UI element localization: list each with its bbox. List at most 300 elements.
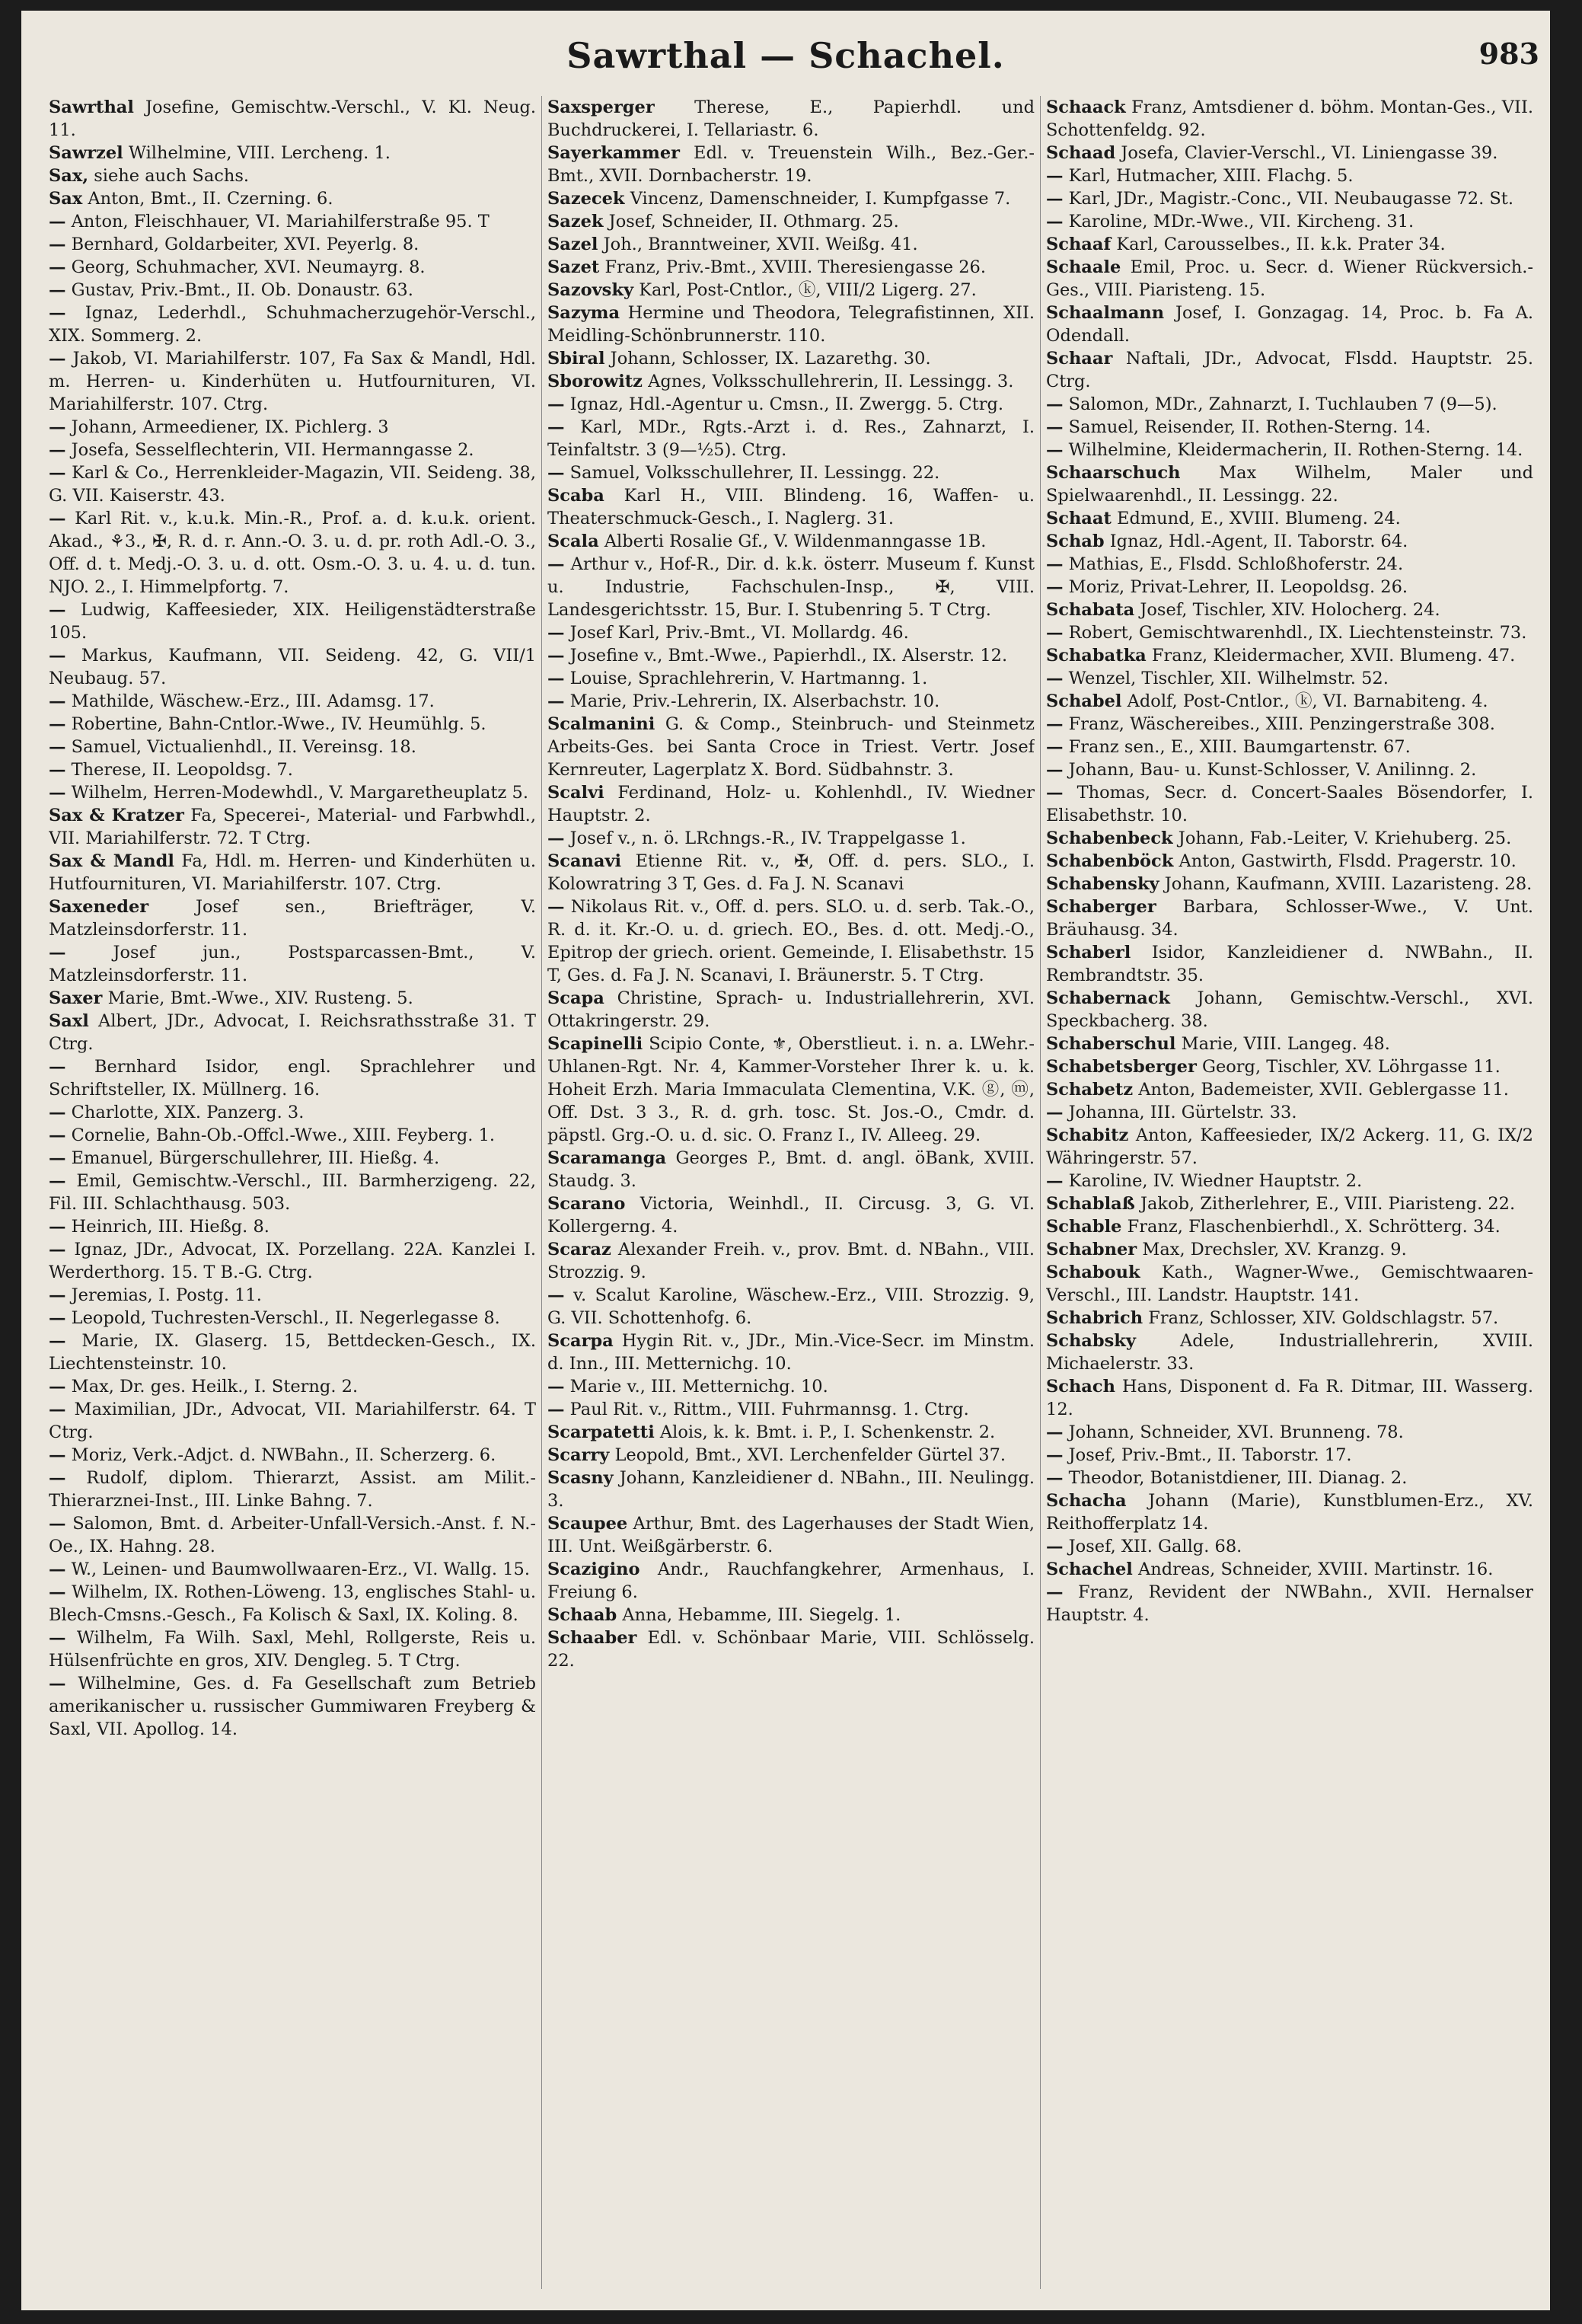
directory-entry <box>49 1558 536 1581</box>
entry-text: Paul Rit. v., Rittm., VIII. Fuhrmannsg. 1. Ctrg. <box>569 1400 969 1419</box>
entry-keyword: Scazigino <box>547 1559 640 1579</box>
entry-text: Josefa, Sesselflechterin, VII. Hermanngasse 2. <box>71 440 474 460</box>
entry-text: Edl. v. Schönbaar Marie, VIII. Schlösselg. 22. <box>547 1628 1035 1671</box>
directory-entry <box>49 599 536 644</box>
entry-keyword: — <box>49 1148 66 1168</box>
directory-page <box>21 11 1550 2310</box>
directory-entry <box>49 416 536 439</box>
entry-text: Naftali, JDr., Advocat, Flsdd. Hauptstr. 25. Ctrg. <box>1046 349 1533 391</box>
directory-entry <box>1046 256 1533 302</box>
entry-text: Johann (Marie), Kunstblumen-Erz., XV. Reithofferplatz 14. <box>1046 1491 1533 1534</box>
entry-keyword: — <box>1046 1103 1064 1122</box>
directory-entry <box>547 781 1035 827</box>
directory-entry <box>1046 1124 1533 1170</box>
entry-text: Samuel, Reisender, II. Rothen-Sterng. 14. <box>1068 417 1431 437</box>
entry-text: Josef, XII. Gallg. 68. <box>1068 1537 1242 1556</box>
directory-entry <box>49 781 536 804</box>
entry-text: siehe auch Sachs. <box>94 166 250 186</box>
directory-entry <box>49 1215 536 1238</box>
directory-entry <box>49 1147 536 1170</box>
entry-keyword: Scaramanga <box>547 1148 667 1168</box>
entry-text: Andreas, Schneider, XVIII. Martinstr. 16. <box>1137 1559 1494 1579</box>
entry-text: Fa, Specerei-, Material- und Farbwhdl., VII. Mariahilferstr. 72. T Ctrg. <box>49 806 536 848</box>
entry-keyword: — <box>1046 669 1064 688</box>
entry-keyword: Schabetz <box>1046 1080 1134 1100</box>
entry-keyword: Schaaber <box>547 1628 637 1648</box>
entry-text: Georges P., Bmt. d. angl. öBank, XVIII. Staudg. 3. <box>547 1148 1035 1191</box>
entry-text: Marie, Priv.-Lehrerin, IX. Alserbachstr. 10. <box>569 691 940 711</box>
entry-text: Fa, Hdl. m. Herren- und Kinderhüten u. Hutfournituren, VI. Mariahilferstr. 107. Ctrg. <box>49 851 536 894</box>
directory-entry <box>1046 758 1533 781</box>
entry-text: Karl, JDr., Magistr.-Conc., VII. Neubaugasse 72. St. <box>1068 189 1513 209</box>
entry-keyword: Schabrich <box>1046 1308 1143 1328</box>
entry-text: Karl, Carousselbes., II. k.k. Prater 34. <box>1116 235 1446 254</box>
entry-text: Emil, Gemischtw.-Verschl., III. Barmherzigeng. 22, Fil. III. Schlachthausg. 503. <box>49 1171 536 1214</box>
entry-text: Josef v., n. ö. LRchngs.-R., IV. Trappelgasse 1. <box>569 828 966 848</box>
directory-entry <box>49 1398 536 1444</box>
directory-entry <box>49 256 536 279</box>
entry-keyword: Sax & Mandl <box>49 851 174 871</box>
entry-keyword: — <box>49 714 66 734</box>
entry-keyword: — <box>547 623 565 643</box>
directory-entry <box>1046 439 1533 461</box>
entry-keyword: Sazet <box>547 257 600 277</box>
page-number: 983 <box>1478 37 1539 71</box>
entry-text: Ignaz, Lederhdl., Schuhmacherzugehör-Verschl., XIX. Sommerg. 2. <box>49 303 536 346</box>
entry-keyword: — <box>49 235 66 254</box>
entry-keyword: — <box>547 897 565 917</box>
directory-entry <box>49 210 536 233</box>
entry-keyword: Schable <box>1046 1217 1122 1237</box>
entry-keyword: Sazek <box>547 212 604 231</box>
entry-keyword: Scalmanini <box>547 714 655 734</box>
entry-keyword: — <box>547 1377 565 1397</box>
entry-keyword: — <box>49 440 66 460</box>
entry-keyword: — <box>49 1285 66 1305</box>
directory-entry <box>49 279 536 302</box>
entry-keyword: — <box>49 1171 66 1191</box>
directory-entry <box>547 393 1035 416</box>
entry-text: Max, Drechsler, XV. Kranzg. 9. <box>1142 1240 1407 1259</box>
entry-keyword: Schaberschul <box>1046 1034 1176 1054</box>
entry-text: Wenzel, Tischler, XII. Wilhelmstr. 52. <box>1068 669 1389 688</box>
entry-keyword: — <box>1046 1537 1064 1556</box>
directory-entry <box>1046 1581 1533 1626</box>
entry-keyword: Scaraz <box>547 1240 611 1259</box>
entry-text: Jeremias, I. Postg. 11. <box>71 1285 262 1305</box>
entry-text: Markus, Kaufmann, VII. Seideng. 42, G. VII/1 Neubaug. 57. <box>49 646 536 688</box>
entry-keyword: Schabel <box>1046 691 1122 711</box>
directory-entry <box>49 1467 536 1512</box>
entry-keyword: Sazel <box>547 235 598 254</box>
entry-keyword: Schabenbeck <box>1046 828 1173 848</box>
entry-text: Albert, JDr., Advocat, I. Reichsrathsstraße 31. T Ctrg. <box>49 1011 536 1054</box>
directory-entry <box>49 1330 536 1375</box>
entry-text: Marie v., III. Metternichg. 10. <box>569 1377 828 1397</box>
directory-entry <box>547 621 1035 644</box>
entry-keyword: Scasny <box>547 1468 614 1488</box>
entry-text: Alexander Freih. v., prov. Bmt. d. NBahn., VIII. Strozzig. 9. <box>547 1240 1035 1282</box>
entry-keyword: Schaaf <box>1046 235 1112 254</box>
entry-keyword: Schabitz <box>1046 1125 1129 1145</box>
entry-keyword: Schachel <box>1046 1559 1133 1579</box>
entry-keyword: — <box>1046 189 1064 209</box>
entry-keyword: — <box>1046 166 1064 186</box>
entry-text: Bernhard, Goldarbeiter, XVI. Peyerlg. 8. <box>71 235 419 254</box>
directory-entry <box>1046 233 1533 256</box>
entry-keyword: — <box>49 600 66 620</box>
entry-text: Wilhelmine, Ges. d. Fa Gesellschaft zum Betrieb amerikanischer u. russischer Gummiwaren Freyberg & Saxl, VII. Apollog. 14. <box>49 1674 536 1739</box>
entry-text: Franz, Flaschenbierhdl., X. Schrötterg. 34. <box>1127 1217 1501 1237</box>
entry-text: Theodor, Botanistdiener, III. Dianag. 2. <box>1068 1468 1408 1488</box>
directory-entry <box>1046 1101 1533 1124</box>
entry-text: Karoline, MDr.-Wwe., VII. Kircheng. 31. <box>1068 212 1415 231</box>
entry-keyword: — <box>49 509 66 528</box>
directory-entry <box>547 1444 1035 1467</box>
directory-entry <box>547 850 1035 895</box>
entry-text: Anton, Bademeister, XVII. Geblergasse 11. <box>1138 1080 1509 1100</box>
directory-entry <box>49 187 536 210</box>
running-head: Sawrthal — Schachel. <box>566 35 1005 76</box>
entry-text: Charlotte, XIX. Panzerg. 3. <box>71 1103 305 1122</box>
directory-entry <box>49 164 536 187</box>
entry-text: Joh., Branntweiner, XVII. Weißg. 41. <box>603 235 918 254</box>
entry-text: Josef Karl, Priv.-Bmt., VI. Mollardg. 46. <box>569 623 909 643</box>
directory-entry <box>49 1124 536 1147</box>
entry-text: Andr., Rauchfangkehrer, Armenhaus, I. Freiung 6. <box>547 1559 1035 1602</box>
directory-entry <box>1046 599 1533 621</box>
entry-text: Johanna, III. Gürtelstr. 33. <box>1068 1103 1297 1122</box>
entry-text: Marie, IX. Glaserg. 15, Bettdecken-Gesch., IX. Liechtensteinstr. 10. <box>49 1331 536 1374</box>
directory-entry <box>1046 576 1533 599</box>
entry-keyword: — <box>49 1103 66 1122</box>
directory-entry <box>547 1421 1035 1444</box>
directory-entry <box>49 736 536 758</box>
directory-entry <box>1046 393 1533 416</box>
entry-keyword: — <box>547 1400 565 1419</box>
entry-keyword: Scanavi <box>547 851 622 871</box>
column-left <box>49 96 536 2289</box>
entry-text: Alberti Rosalie Gf., V. Wildenmanngasse 1B. <box>604 532 987 551</box>
directory-entry <box>49 1170 536 1215</box>
entry-text: Louise, Sprachlehrerin, V. Hartmanng. 1. <box>569 669 928 688</box>
entry-keyword: — <box>1046 1445 1064 1465</box>
directory-entry <box>1046 1467 1533 1489</box>
entry-keyword: — <box>49 1240 66 1259</box>
entry-text: Josefine, Gemischtw.-Verschl., V. Kl. Neug. 11. <box>49 97 536 140</box>
entry-keyword: — <box>1046 760 1064 780</box>
entry-text: G. & Comp., Steinbruch- und Steinmetz Arbeits-Ges. bei Santa Croce in Triest. Vertr. Josef Kernreuter, Lagerplatz X. Bord. Südbahnstr. 3. <box>547 714 1035 780</box>
entry-text: Karl, MDr., Rgts.-Arzt i. d. Res., Zahnarzt, I. Teinfaltstr. 3 (9—½5). Ctrg. <box>547 417 1035 460</box>
entry-keyword: — <box>49 760 66 780</box>
entry-keyword: Scala <box>547 532 599 551</box>
directory-entry <box>1046 644 1533 667</box>
entry-text: Salomon, Bmt. d. Arbeiter-Unfall-Versich.-Anst. f. N.-Oe., IX. Hahng. 28. <box>49 1514 536 1556</box>
entry-keyword: Scapa <box>547 988 604 1008</box>
directory-entry <box>49 644 536 690</box>
entry-keyword: — <box>1046 440 1064 460</box>
entry-text: Hygin Rit. v., JDr., Min.-Vice-Secr. im Minstm. d. Inn., III. Metternichg. 10. <box>547 1331 1035 1374</box>
entry-text: Josef, I. Gonzagag. 14, Proc. b. Fa A. Odendall. <box>1046 303 1533 346</box>
entry-keyword: Schaab <box>547 1605 617 1625</box>
entry-text: Hermine und Theodora, Telegrafistinnen, XII. Meidling-Schönbrunnerstr. 110. <box>547 303 1035 346</box>
directory-entry <box>547 96 1035 142</box>
entry-keyword: Scalvi <box>547 783 604 803</box>
directory-entry <box>49 941 536 987</box>
directory-entry <box>1046 187 1533 210</box>
directory-entry <box>1046 1375 1533 1421</box>
entry-text: Marie, VIII. Langeg. 48. <box>1181 1034 1390 1054</box>
entry-text: Anton, Kaffeesieder, IX/2 Ackerg. 11, G. IX/2 Währingerstr. 57. <box>1046 1125 1533 1168</box>
directory-entry <box>1046 1170 1533 1192</box>
directory-entry <box>1046 530 1533 553</box>
directory-entry <box>49 1055 536 1101</box>
entry-keyword: — <box>1046 394 1064 414</box>
directory-entry <box>547 1192 1035 1238</box>
entry-text: Johann, Gemischtw.-Verschl., XVI. Speckbacherg. 38. <box>1046 988 1533 1031</box>
entry-keyword: — <box>547 554 565 574</box>
directory-entry <box>547 1467 1035 1512</box>
directory-entry <box>547 1147 1035 1192</box>
entry-text: Ignaz, Hdl.-Agentur u. Cmsn., II. Zwergg. 5. Ctrg. <box>569 394 1004 414</box>
directory-entry <box>1046 1055 1533 1078</box>
entry-keyword: Schablaß <box>1046 1194 1135 1214</box>
entry-text: Josef jun., Postsparcassen-Bmt., V. Matzleinsdorferstr. 11. <box>49 943 536 985</box>
entry-keyword: — <box>49 280 66 300</box>
directory-entry <box>1046 164 1533 187</box>
entry-text: Arthur, Bmt. des Lagerhauses der Stadt Wien, III. Unt. Weißgärberstr. 6. <box>547 1514 1035 1556</box>
directory-entry <box>49 1626 536 1672</box>
entry-text: Karl, Post-Cntlor., ⓚ, VIII/2 Ligerg. 27. <box>639 280 977 300</box>
entry-keyword: — <box>49 349 66 369</box>
directory-entry <box>49 758 536 781</box>
directory-entry <box>49 142 536 164</box>
entry-text: Etienne Rit. v., ✠, Off. d. pers. SLO., I. Kolowratring 3 T, Ges. d. Fa J. N. Scanavi <box>547 851 1035 894</box>
entry-keyword: Saxeneder <box>49 897 149 917</box>
directory-entry <box>49 987 536 1010</box>
entry-keyword: — <box>1046 783 1064 803</box>
entry-text: Kath., Wagner-Wwe., Gemischtwaaren-Verschl., III. Landstr. Hauptstr. 141. <box>1046 1263 1533 1305</box>
entry-text: Karl H., VIII. Blindeng. 16, Waffen- u. Theaterschmuck-Gesch., I. Naglerg. 31. <box>547 486 1035 528</box>
directory-entry <box>547 187 1035 210</box>
directory-entry <box>1046 941 1533 987</box>
entry-keyword: — <box>49 646 66 666</box>
directory-entry <box>49 507 536 599</box>
entry-keyword: Scarano <box>547 1194 626 1214</box>
directory-entry <box>1046 1078 1533 1101</box>
entry-text: Jakob, Zitherlehrer, E., VIII. Piaristeng. 22. <box>1140 1194 1516 1214</box>
directory-entry <box>49 1512 536 1558</box>
entry-keyword: Schach <box>1046 1377 1115 1397</box>
entry-keyword: Scaba <box>547 486 604 506</box>
directory-entry <box>547 690 1035 713</box>
directory-entry <box>547 1033 1035 1147</box>
directory-entry <box>1046 553 1533 576</box>
entry-text: Anton, Bmt., II. Czerning. 6. <box>88 189 333 209</box>
entry-text: Franz, Kleidermacher, XVII. Blumeng. 47. <box>1151 646 1516 666</box>
entry-text: Johann, Schneider, XVI. Brunneng. 78. <box>1068 1422 1404 1442</box>
entry-text: Georg, Schuhmacher, XVI. Neumayrg. 8. <box>71 257 426 277</box>
directory-entry <box>49 1375 536 1398</box>
entry-text: Georg, Tischler, XV. Löhrgasse 11. <box>1201 1057 1501 1077</box>
entry-text: Arthur v., Hof-R., Dir. d. k.k. österr. Museum f. Kunst u. Industrie, Fachschulen-Insp., ✠, VIII. Landesgerichtsstr. 15, Bur. I. Stubenring 5. T Ctrg. <box>547 554 1035 620</box>
entry-keyword: Schaale <box>1046 257 1121 277</box>
entry-text: Moriz, Verk.-Adjct. d. NWBahn., II. Scherzerg. 6. <box>71 1445 496 1465</box>
entry-text: Karl Rit. v., k.u.k. Min.-R., Prof. a. d. k.u.k. orient. Akad., ⚘3., ✠, R. d. r. Ann.-O. 3. u. d. pr. roth Adl.-O. 3., Off. d. t. Medj.-O. 3. u. d. ott. Osm.-O. 3. u. 4. u. d. tun. NJO. 2., I. Himmelpfortg. 7. <box>49 509 536 597</box>
entry-text: Wilhelm, Herren-Modewhdl., V. Margaretheuplatz 5. <box>71 783 528 803</box>
directory-entry <box>1046 1261 1533 1307</box>
entry-keyword: — <box>49 737 66 757</box>
entry-text: Franz, Revident der NWBahn., XVII. Hernalser Hauptstr. 4. <box>1046 1582 1533 1625</box>
entry-text: Josefa, Clavier-Verschl., VI. Liniengasse 39. <box>1121 143 1498 163</box>
directory-entry <box>49 690 536 713</box>
entry-keyword: Sazecek <box>547 189 625 209</box>
directory-entry <box>49 713 536 736</box>
entry-text: Therese, E., Papierhdl. und Buchdruckerei, I. Tellariastr. 6. <box>547 97 1035 140</box>
directory-entry <box>49 1284 536 1307</box>
entry-keyword: Sazovsky <box>547 280 634 300</box>
entry-text: Johann, Fab.-Leiter, V. Kriehuberg. 25. <box>1178 828 1512 848</box>
entry-keyword: Schabsky <box>1046 1331 1136 1351</box>
directory-entry <box>1046 347 1533 393</box>
directory-entry <box>49 895 536 941</box>
entry-keyword: Sawrzel <box>49 143 123 163</box>
entry-keyword: — <box>49 1377 66 1397</box>
entry-text: Ferdinand, Holz- u. Kohlenhdl., IV. Wiedner Hauptstr. 2. <box>547 783 1035 825</box>
directory-entry <box>49 439 536 461</box>
entry-keyword: Sbiral <box>547 349 605 369</box>
entry-keyword: Schabatka <box>1046 646 1147 666</box>
entry-text: Rudolf, diplom. Thierarzt, Assist. am Milit.-Thierarznei-Inst., III. Linke Bahng. 7. <box>49 1468 536 1511</box>
entry-keyword: Schaberger <box>1046 897 1156 917</box>
entry-keyword: Schabner <box>1046 1240 1137 1259</box>
directory-entry <box>49 1010 536 1055</box>
entry-text: Ludwig, Kaffeesieder, XIX. Heiligenstädterstraße 105. <box>49 600 536 643</box>
column-divider <box>1040 96 1041 2289</box>
directory-entry <box>1046 1558 1533 1581</box>
entry-text: Robert, Gemischtwarenhdl., IX. Liechtensteinstr. 73. <box>1068 623 1527 643</box>
directory-entry <box>547 461 1035 484</box>
directory-entry <box>547 1284 1035 1330</box>
entry-keyword: Scaupee <box>547 1514 628 1534</box>
directory-entry <box>49 1101 536 1124</box>
entry-keyword: Sawrthal <box>49 97 134 117</box>
entry-keyword: — <box>547 1285 565 1305</box>
entry-text: Franz, Amtsdiener d. böhm. Montan-Ges., VII. Schottenfeldg. 92. <box>1046 97 1533 140</box>
entry-text: Johann, Bau- u. Kunst-Schlosser, V. Anilinng. 2. <box>1068 760 1477 780</box>
entry-keyword: — <box>1046 212 1064 231</box>
entry-text: Nikolaus Rit. v., Off. d. pers. SLO. u. d. serb. Tak.-O., R. d. it. Kr.-O. u. d. griech. EO., Bes. d. ott. Medj.-O., Epitrop der griech. orient. Gemeinde, I. Elisabethstr. 15 T, Ges. d. Fa J. N. Scanavi, I. Bräunerstr. 5. T Ctrg. <box>547 897 1035 985</box>
entry-text: Therese, II. Leopoldsg. 7. <box>71 760 293 780</box>
entry-text: Josef sen., Briefträger, V. Matzleinsdorferstr. 11. <box>49 897 536 940</box>
directory-entry <box>1046 1421 1533 1444</box>
directory-entry <box>1046 1192 1533 1215</box>
directory-entry <box>49 461 536 507</box>
entry-text: Franz, Priv.-Bmt., XVIII. Theresiengasse 26. <box>604 257 986 277</box>
directory-entry <box>547 1375 1035 1398</box>
entry-keyword: — <box>49 417 66 437</box>
directory-entry <box>1046 507 1533 530</box>
entry-text: Wilhelm, IX. Rothen-Löweng. 13, englisches Stahl- u. Blech-Cmsns.-Gesch., Fa Kolisch & Saxl, IX. Koling. 8. <box>49 1582 536 1625</box>
entry-keyword: — <box>547 394 565 414</box>
entry-text: Bernhard Isidor, engl. Sprachlehrer und Schriftsteller, IX. Müllnerg. 16. <box>49 1057 536 1100</box>
entry-text: Wilhelmine, VIII. Lercheng. 1. <box>128 143 391 163</box>
entry-keyword: — <box>1046 417 1064 437</box>
directory-entry <box>547 1604 1035 1626</box>
entry-keyword: Saxl <box>49 1011 89 1031</box>
directory-entry <box>49 804 536 850</box>
directory-entry <box>547 713 1035 781</box>
entry-text: Anton, Gastwirth, Flsdd. Pragerstr. 10. <box>1179 851 1517 871</box>
entry-keyword: — <box>1046 737 1064 757</box>
entry-keyword: — <box>1046 714 1064 734</box>
entry-text: Heinrich, III. Hießg. 8. <box>71 1217 270 1237</box>
entry-text: Josef, Schneider, II. Othmarg. 25. <box>608 212 899 231</box>
entry-keyword: Schaalmann <box>1046 303 1165 323</box>
entry-keyword: — <box>49 1217 66 1237</box>
entry-keyword: Scarpa <box>547 1331 614 1351</box>
directory-entry <box>1046 873 1533 895</box>
entry-keyword: — <box>49 257 66 277</box>
entry-keyword: Sayerkammer <box>547 143 681 163</box>
directory-entry <box>547 142 1035 187</box>
entry-text: Isidor, Kanzleidiener d. NWBahn., II. Rembrandtstr. 35. <box>1046 943 1533 985</box>
directory-entry <box>547 530 1035 553</box>
entry-keyword: — <box>1046 1422 1064 1442</box>
entry-text: Maximilian, JDr., Advocat, VII. Mariahilferstr. 64. T Ctrg. <box>49 1400 536 1442</box>
entry-keyword: — <box>49 1468 66 1488</box>
directory-entry <box>1046 1307 1533 1330</box>
entry-text: Barbara, Schlosser-Wwe., V. Unt. Bräuhausg. 34. <box>1046 897 1533 940</box>
directory-entry <box>1046 895 1533 941</box>
entry-keyword: — <box>1046 577 1064 597</box>
entry-keyword: — <box>49 1674 66 1694</box>
entry-text: W., Leinen- und Baumwollwaaren-Erz., VI. Wallg. 15. <box>71 1559 530 1579</box>
directory-entry <box>1046 142 1533 164</box>
entry-keyword: — <box>49 1445 66 1465</box>
entry-text: Scipio Conte, ⚜, Oberstlieut. i. n. a. LWehr.-Uhlanen-Rgt. Nr. 4, Kammer-Vorsteher Ihrer k. u. k. Hoheit Erzh. Maria Immaculata Clementina, V.K. ⓖ, ⓜ, Off. Dst. 3 3., R. d. grh. tosc. St. Jos.-O., Cmdr. d. päpstl. Grg.-O. u. d. sic. O. Franz I., IV. Alleeg. 29. <box>547 1034 1035 1145</box>
entry-keyword: — <box>49 1559 66 1579</box>
directory-entry <box>1046 210 1533 233</box>
entry-keyword: Schaad <box>1046 143 1116 163</box>
entry-keyword: Schab <box>1046 532 1105 551</box>
entry-text: Alois, k. k. Bmt. i. P., I. Schenkenstr. 2. <box>659 1422 996 1442</box>
entry-keyword: — <box>49 1331 66 1351</box>
entry-text: Johann, Kaufmann, XVIII. Lazaristeng. 28. <box>1164 874 1533 894</box>
entry-keyword: Saxer <box>49 988 103 1008</box>
column-divider <box>541 96 542 2289</box>
entry-text: Franz, Schlosser, XIV. Goldschlagstr. 57. <box>1148 1308 1499 1328</box>
directory-entry <box>547 895 1035 987</box>
entry-keyword: — <box>49 1308 66 1328</box>
directory-entry <box>1046 690 1533 713</box>
entry-text: Hans, Disponent d. Fa R. Ditmar, III. Wasserg. 12. <box>1046 1377 1533 1419</box>
directory-entry <box>547 1330 1035 1375</box>
entry-text: Adolf, Post-Cntlor., ⓚ, VI. Barnabiteng. 4. <box>1127 691 1488 711</box>
entry-keyword: — <box>49 1400 66 1419</box>
entry-keyword: — <box>1046 623 1064 643</box>
directory-entry <box>547 256 1035 279</box>
entry-text: Franz sen., E., XIII. Baumgartenstr. 67. <box>1068 737 1411 757</box>
directory-entry <box>547 667 1035 690</box>
directory-entry <box>1046 713 1533 736</box>
directory-entry <box>547 233 1035 256</box>
page-header <box>21 30 1550 81</box>
entry-keyword: Sax <box>49 189 83 209</box>
entry-keyword: — <box>547 646 565 666</box>
entry-keyword: — <box>49 1514 66 1534</box>
entry-keyword: Sax & Kratzer <box>49 806 184 825</box>
